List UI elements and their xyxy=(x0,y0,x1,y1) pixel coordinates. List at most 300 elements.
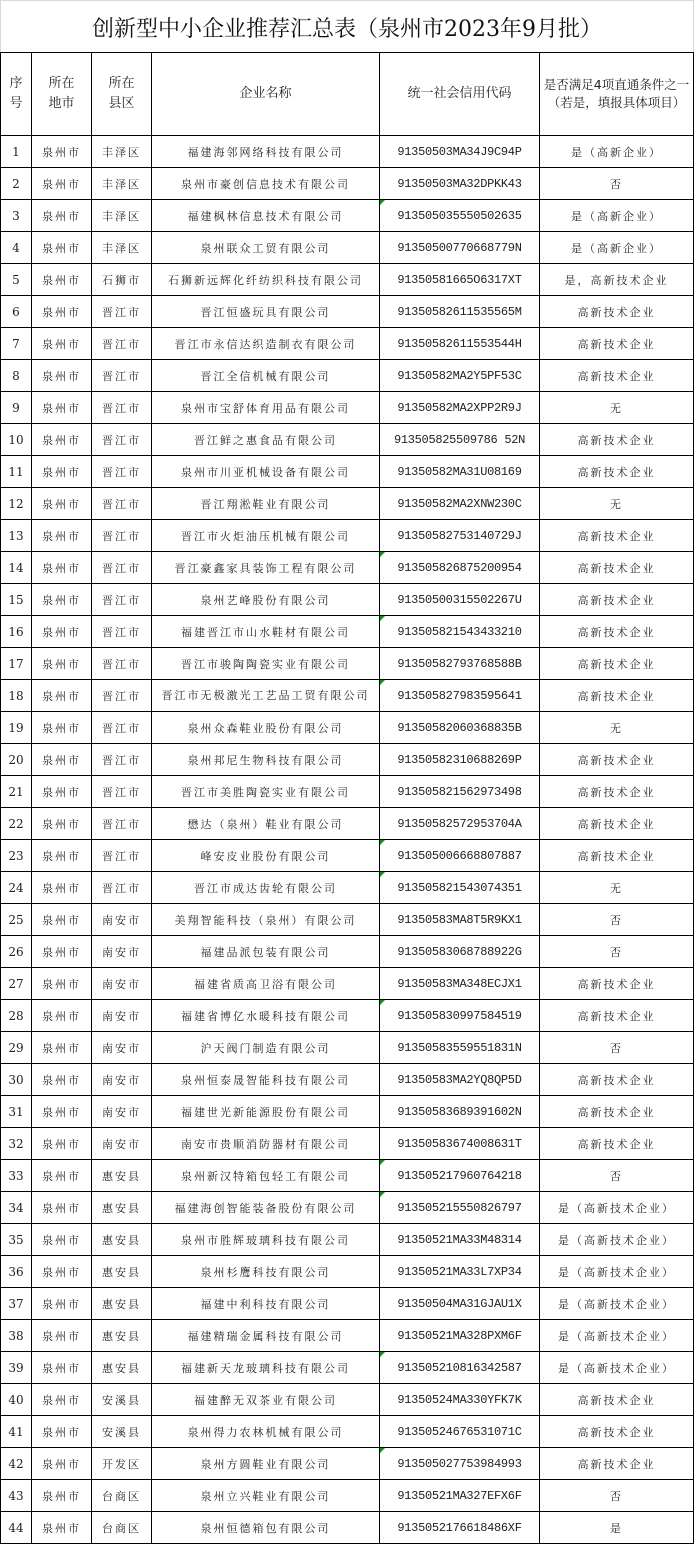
status-cell[interactable]: 是 xyxy=(540,1512,694,1544)
district-cell[interactable]: 南安市 xyxy=(92,1032,152,1064)
row-index-cell[interactable]: 34 xyxy=(1,1192,32,1224)
city-cell[interactable]: 泉州市 xyxy=(32,1160,92,1192)
row-index-cell[interactable]: 10 xyxy=(1,424,32,456)
district-cell[interactable]: 南安市 xyxy=(92,968,152,1000)
city-cell[interactable]: 泉州市 xyxy=(32,648,92,680)
comment-marker-icon xyxy=(380,1192,385,1197)
city-cell[interactable]: 泉州市 xyxy=(32,328,92,360)
status-cell[interactable]: 高新技术企业 xyxy=(540,808,694,840)
company-name-cell[interactable]: 福建海邻网络科技有限公司 xyxy=(152,136,380,168)
district-cell[interactable]: 晋江市 xyxy=(92,840,152,872)
district-cell[interactable]: 晋江市 xyxy=(92,296,152,328)
credit-code-cell[interactable]: 91350521MA328PXM6F xyxy=(380,1320,540,1352)
table-row xyxy=(1,552,694,584)
credit-code-cell[interactable]: 91350582611535565M xyxy=(380,296,540,328)
district-cell[interactable]: 南安市 xyxy=(92,904,152,936)
header-status xyxy=(540,53,694,136)
district-cell[interactable]: 石狮市 xyxy=(92,264,152,296)
city-cell[interactable]: 泉州市 xyxy=(32,296,92,328)
status-cell[interactable]: 高新技术企业 xyxy=(540,520,694,552)
city-cell[interactable]: 泉州市 xyxy=(32,744,92,776)
header-name xyxy=(152,53,380,136)
table-row xyxy=(1,360,694,392)
city-cell[interactable]: 泉州市 xyxy=(32,264,92,296)
status-cell[interactable]: 高新技术企业 xyxy=(540,296,694,328)
row-index-cell[interactable]: 30 xyxy=(1,1064,32,1096)
table-row xyxy=(1,648,694,680)
credit-code-cell[interactable]: 913505830997584519 xyxy=(380,1000,540,1032)
district-cell[interactable]: 晋江市 xyxy=(92,552,152,584)
credit-code-cell[interactable]: 913505217960764218 xyxy=(380,1160,540,1192)
row-index-cell[interactable]: 22 xyxy=(1,808,32,840)
credit-code-cell[interactable]: 91350500770668779N xyxy=(380,232,540,264)
status-cell[interactable]: 高新技术企业 xyxy=(540,616,694,648)
city-cell[interactable]: 泉州市 xyxy=(32,200,92,232)
row-index-cell[interactable]: 41 xyxy=(1,1416,32,1448)
table-row xyxy=(1,424,694,456)
district-cell[interactable]: 晋江市 xyxy=(92,584,152,616)
status-cell[interactable]: 是（高新技术企业） xyxy=(540,1352,694,1384)
credit-code-cell[interactable]: 91350503MA32DPKK43 xyxy=(380,168,540,200)
city-cell[interactable]: 泉州市 xyxy=(32,1096,92,1128)
credit-code-cell[interactable]: 91350503MA34J9C94P xyxy=(380,136,540,168)
row-index-cell[interactable]: 18 xyxy=(1,680,32,712)
row-index-cell[interactable]: 23 xyxy=(1,840,32,872)
company-name-cell[interactable]: 泉州方圆鞋业有限公司 xyxy=(152,1448,380,1480)
status-cell[interactable]: 高新技术企业 xyxy=(540,1096,694,1128)
city-cell[interactable]: 泉州市 xyxy=(32,424,92,456)
city-cell[interactable]: 泉州市 xyxy=(32,1480,92,1512)
company-name-cell[interactable]: 福建省博亿水暖科技有限公司 xyxy=(152,1000,380,1032)
credit-code-cell[interactable]: 913505826875200954 xyxy=(380,552,540,584)
district-cell[interactable]: 惠安县 xyxy=(92,1288,152,1320)
row-index-cell[interactable]: 2 xyxy=(1,168,32,200)
company-name-cell[interactable]: 泉州恒泰晟智能科技有限公司 xyxy=(152,1064,380,1096)
table-row xyxy=(1,168,694,200)
row-index-cell[interactable]: 13 xyxy=(1,520,32,552)
credit-code-cell[interactable]: 91350500315502267U xyxy=(380,584,540,616)
row-index-cell[interactable]: 32 xyxy=(1,1128,32,1160)
company-name-cell[interactable]: 福建品派包装有限公司 xyxy=(152,936,380,968)
status-cell[interactable]: 高新技术企业 xyxy=(540,968,694,1000)
company-name-cell[interactable]: 晋江市美胜陶瓷实业有限公司 xyxy=(152,776,380,808)
district-cell[interactable]: 丰泽区 xyxy=(92,168,152,200)
company-name-cell[interactable]: 福建晋江市山水鞋材有限公司 xyxy=(152,616,380,648)
company-name-cell[interactable]: 泉州得力农林机械有限公司 xyxy=(152,1416,380,1448)
district-cell[interactable]: 台商区 xyxy=(92,1512,152,1544)
status-cell[interactable]: 是（高新技术企业） xyxy=(540,1256,694,1288)
row-index-cell[interactable]: 31 xyxy=(1,1096,32,1128)
district-cell[interactable]: 晋江市 xyxy=(92,456,152,488)
city-cell[interactable]: 泉州市 xyxy=(32,968,92,1000)
comment-marker-icon xyxy=(380,680,385,685)
district-cell[interactable]: 安溪县 xyxy=(92,1416,152,1448)
status-cell[interactable]: 高新技术企业 xyxy=(540,776,694,808)
city-cell[interactable]: 泉州市 xyxy=(32,616,92,648)
city-cell[interactable]: 泉州市 xyxy=(32,872,92,904)
company-name-cell[interactable]: 福建精瑞金属科技有限公司 xyxy=(152,1320,380,1352)
status-cell[interactable]: 高新技术企业 xyxy=(540,744,694,776)
credit-code-cell[interactable]: 913505821543074351 xyxy=(380,872,540,904)
company-name-cell[interactable]: 泉州杉鹰科技有限公司 xyxy=(152,1256,380,1288)
table-row xyxy=(1,136,694,168)
credit-code-cell[interactable]: 913505827983595641 xyxy=(380,680,540,712)
company-name-cell[interactable]: 福建醉无双茶业有限公司 xyxy=(152,1384,380,1416)
company-name-cell[interactable]: 福建新天龙玻璃科技有限公司 xyxy=(152,1352,380,1384)
credit-code-cell[interactable]: 91350524MA330YFK7K xyxy=(380,1384,540,1416)
company-name-cell[interactable]: 晋江市永信达织造制衣有限公司 xyxy=(152,328,380,360)
row-index-cell[interactable]: 20 xyxy=(1,744,32,776)
row-index-cell[interactable]: 39 xyxy=(1,1352,32,1384)
company-name-cell[interactable]: 福建省质高卫浴有限公司 xyxy=(152,968,380,1000)
table-row xyxy=(1,872,694,904)
row-index-cell[interactable]: 16 xyxy=(1,616,32,648)
row-index-cell[interactable]: 14 xyxy=(1,552,32,584)
district-cell[interactable]: 惠安县 xyxy=(92,1256,152,1288)
district-cell[interactable]: 南安市 xyxy=(92,1096,152,1128)
district-cell[interactable]: 晋江市 xyxy=(92,808,152,840)
credit-code-cell[interactable]: 91350582793768588B xyxy=(380,648,540,680)
table-row xyxy=(1,232,694,264)
company-name-cell[interactable]: 峰安皮业股份有限公司 xyxy=(152,840,380,872)
credit-code-cell[interactable]: 91350583559551831N xyxy=(380,1032,540,1064)
credit-code-cell[interactable]: 913505821543433210 xyxy=(380,616,540,648)
credit-code-cell[interactable]: 913505035550502635 xyxy=(380,200,540,232)
row-index-cell[interactable]: 3 xyxy=(1,200,32,232)
row-index-cell[interactable]: 38 xyxy=(1,1320,32,1352)
district-cell[interactable]: 惠安县 xyxy=(92,1320,152,1352)
row-index-cell[interactable]: 36 xyxy=(1,1256,32,1288)
district-cell[interactable]: 丰泽区 xyxy=(92,200,152,232)
status-cell[interactable]: 是（高新企业） xyxy=(540,232,694,264)
table-row xyxy=(1,520,694,552)
status-cell[interactable]: 无 xyxy=(540,392,694,424)
district-cell[interactable]: 丰泽区 xyxy=(92,136,152,168)
company-name-cell[interactable]: 泉州邦尼生物科技有限公司 xyxy=(152,744,380,776)
row-index-cell[interactable]: 8 xyxy=(1,360,32,392)
district-cell[interactable]: 晋江市 xyxy=(92,680,152,712)
credit-code-cell[interactable]: 91350582753140729J xyxy=(380,520,540,552)
company-name-cell[interactable]: 石狮新远辉化纤纺织科技有限公司 xyxy=(152,264,380,296)
district-cell[interactable]: 安溪县 xyxy=(92,1384,152,1416)
company-name-cell[interactable]: 晋江豪鑫家具装饰工程有限公司 xyxy=(152,552,380,584)
table-row xyxy=(1,968,694,1000)
row-index-cell[interactable]: 40 xyxy=(1,1384,32,1416)
credit-code-cell[interactable]: 913505210816342587 xyxy=(380,1352,540,1384)
city-cell[interactable]: 泉州市 xyxy=(32,1416,92,1448)
status-cell[interactable]: 高新技术企业 xyxy=(540,680,694,712)
table-row xyxy=(1,1256,694,1288)
company-name-cell[interactable]: 泉州市胜辉玻璃科技有限公司 xyxy=(152,1224,380,1256)
city-cell[interactable]: 泉州市 xyxy=(32,232,92,264)
company-name-cell[interactable]: 晋江市火炬油压机械有限公司 xyxy=(152,520,380,552)
status-cell[interactable]: 高新技术企业 xyxy=(540,1000,694,1032)
row-index-cell[interactable]: 35 xyxy=(1,1224,32,1256)
status-cell[interactable]: 是（高新技术企业） xyxy=(540,1320,694,1352)
company-name-cell[interactable]: 泉州众森鞋业股份有限公司 xyxy=(152,712,380,744)
company-name-cell[interactable]: 晋江翔淞鞋业有限公司 xyxy=(152,488,380,520)
company-name-cell[interactable]: 沪天阀门制造有限公司 xyxy=(152,1032,380,1064)
status-cell[interactable]: 高新技术企业 xyxy=(540,1128,694,1160)
company-name-cell[interactable]: 泉州恒德箱包有限公司 xyxy=(152,1512,380,1544)
company-name-cell[interactable]: 晋江全信机械有限公司 xyxy=(152,360,380,392)
city-cell[interactable]: 泉州市 xyxy=(32,840,92,872)
row-index-cell[interactable]: 25 xyxy=(1,904,32,936)
city-cell[interactable]: 泉州市 xyxy=(32,680,92,712)
district-cell[interactable]: 晋江市 xyxy=(92,424,152,456)
city-cell[interactable]: 泉州市 xyxy=(32,488,92,520)
city-cell[interactable]: 泉州市 xyxy=(32,1512,92,1544)
row-index-cell[interactable]: 19 xyxy=(1,712,32,744)
district-cell[interactable]: 南安市 xyxy=(92,936,152,968)
company-name-cell[interactable]: 美翔智能科技（泉州）有限公司 xyxy=(152,904,380,936)
table-row xyxy=(1,328,694,360)
city-cell[interactable]: 泉州市 xyxy=(32,392,92,424)
status-cell[interactable]: 高新技术企业 xyxy=(540,1416,694,1448)
credit-code-cell[interactable]: 91350583689391602N xyxy=(380,1096,540,1128)
district-cell[interactable]: 晋江市 xyxy=(92,648,152,680)
status-cell[interactable]: 否 xyxy=(540,168,694,200)
row-index-cell[interactable]: 44 xyxy=(1,1512,32,1544)
district-cell[interactable]: 台商区 xyxy=(92,1480,152,1512)
sheet-title: 创新型中小企业推荐汇总表（泉州市2023年9月批） xyxy=(0,0,694,53)
company-name-cell[interactable]: 晋江恒盛玩具有限公司 xyxy=(152,296,380,328)
city-cell[interactable]: 泉州市 xyxy=(32,1192,92,1224)
district-cell[interactable]: 晋江市 xyxy=(92,616,152,648)
company-name-cell[interactable]: 福建海创智能装备股份有限公司 xyxy=(152,1192,380,1224)
credit-code-cell[interactable]: 91350583MA2YQ8QP5D xyxy=(380,1064,540,1096)
row-index-cell[interactable]: 26 xyxy=(1,936,32,968)
city-cell[interactable]: 泉州市 xyxy=(32,1032,92,1064)
city-cell[interactable]: 泉州市 xyxy=(32,1288,92,1320)
city-cell[interactable]: 泉州市 xyxy=(32,168,92,200)
status-cell[interactable]: 无 xyxy=(540,488,694,520)
district-cell[interactable]: 南安市 xyxy=(92,1000,152,1032)
company-name-cell[interactable]: 泉州立兴鞋业有限公司 xyxy=(152,1480,380,1512)
row-index-cell[interactable]: 17 xyxy=(1,648,32,680)
table-row xyxy=(1,776,694,808)
row-index-cell[interactable]: 29 xyxy=(1,1032,32,1064)
table-row xyxy=(1,1384,694,1416)
credit-code-cell[interactable]: 913505215550826797 xyxy=(380,1192,540,1224)
credit-code-cell[interactable]: 91350583MA8T5R9KX1 xyxy=(380,904,540,936)
credit-code-cell[interactable]: 91350583068788922G xyxy=(380,936,540,968)
row-index-cell[interactable]: 24 xyxy=(1,872,32,904)
district-cell[interactable]: 开发区 xyxy=(92,1448,152,1480)
city-cell[interactable]: 泉州市 xyxy=(32,712,92,744)
city-cell[interactable]: 泉州市 xyxy=(32,1224,92,1256)
row-index-cell[interactable]: 28 xyxy=(1,1000,32,1032)
table-row xyxy=(1,1032,694,1064)
table-row xyxy=(1,840,694,872)
status-cell[interactable]: 否 xyxy=(540,1032,694,1064)
district-cell[interactable]: 晋江市 xyxy=(92,520,152,552)
comment-marker-icon xyxy=(380,1448,385,1453)
district-cell[interactable]: 惠安县 xyxy=(92,1192,152,1224)
row-index-cell[interactable]: 11 xyxy=(1,456,32,488)
row-index-cell[interactable]: 15 xyxy=(1,584,32,616)
district-cell[interactable]: 晋江市 xyxy=(92,328,152,360)
table-row xyxy=(1,1224,694,1256)
status-cell[interactable]: 高新技术企业 xyxy=(540,1448,694,1480)
table-row xyxy=(1,1416,694,1448)
status-cell[interactable]: 是（高新技术企业） xyxy=(540,1192,694,1224)
city-cell[interactable]: 泉州市 xyxy=(32,1384,92,1416)
district-cell[interactable]: 南安市 xyxy=(92,1064,152,1096)
status-cell[interactable]: 高新技术企业 xyxy=(540,360,694,392)
status-cell[interactable]: 高新技术企业 xyxy=(540,584,694,616)
company-name-cell[interactable]: 福建中利科技有限公司 xyxy=(152,1288,380,1320)
status-cell[interactable]: 否 xyxy=(540,936,694,968)
company-name-cell[interactable]: 晋江市骏陶陶瓷实业有限公司 xyxy=(152,648,380,680)
company-name-cell[interactable]: 福建世光新能源股份有限公司 xyxy=(152,1096,380,1128)
credit-code-cell[interactable]: 91350524676531071C xyxy=(380,1416,540,1448)
credit-code-cell[interactable]: 91350521MA33L7XP34 xyxy=(380,1256,540,1288)
table-row xyxy=(1,936,694,968)
status-cell[interactable]: 否 xyxy=(540,904,694,936)
credit-code-cell[interactable]: 91350583MA348ECJX1 xyxy=(380,968,540,1000)
credit-code-cell[interactable]: 91350582611553544H xyxy=(380,328,540,360)
row-index-cell[interactable]: 12 xyxy=(1,488,32,520)
status-cell[interactable]: 是（高新技术企业） xyxy=(540,1224,694,1256)
city-cell[interactable]: 泉州市 xyxy=(32,1352,92,1384)
city-cell[interactable]: 泉州市 xyxy=(32,552,92,584)
city-cell[interactable]: 泉州市 xyxy=(32,136,92,168)
company-name-cell[interactable]: 晋江市无极激光工艺品工贸有限公司 xyxy=(152,680,380,712)
status-cell[interactable]: 高新技术企业 xyxy=(540,1064,694,1096)
status-cell[interactable]: 是（高新企业） xyxy=(540,136,694,168)
row-index-cell[interactable]: 43 xyxy=(1,1480,32,1512)
status-cell[interactable]: 无 xyxy=(540,712,694,744)
company-name-cell[interactable]: 泉州新汉特箱包轻工有限公司 xyxy=(152,1160,380,1192)
district-cell[interactable]: 南安市 xyxy=(92,1128,152,1160)
table-row xyxy=(1,904,694,936)
credit-code-cell[interactable]: 913505821562973498 xyxy=(380,776,540,808)
company-name-cell[interactable]: 福建枫林信息技术有限公司 xyxy=(152,200,380,232)
city-cell[interactable]: 泉州市 xyxy=(32,1000,92,1032)
district-cell[interactable]: 惠安县 xyxy=(92,1224,152,1256)
district-cell[interactable]: 晋江市 xyxy=(92,488,152,520)
district-cell[interactable]: 惠安县 xyxy=(92,1160,152,1192)
district-cell[interactable]: 晋江市 xyxy=(92,392,152,424)
company-name-cell[interactable]: 泉州市宝舒体育用品有限公司 xyxy=(152,392,380,424)
status-cell[interactable]: 否 xyxy=(540,1160,694,1192)
credit-code-cell[interactable]: 913505825509786 52N xyxy=(380,424,540,456)
company-name-cell[interactable]: 南安市贵顺消防器材有限公司 xyxy=(152,1128,380,1160)
credit-code-cell[interactable]: 91350582060368835B xyxy=(380,712,540,744)
table-row xyxy=(1,584,694,616)
row-index-cell[interactable]: 37 xyxy=(1,1288,32,1320)
city-cell[interactable]: 泉州市 xyxy=(32,1064,92,1096)
row-index-cell[interactable]: 7 xyxy=(1,328,32,360)
credit-code-cell[interactable]: 91350521MA327EFX6F xyxy=(380,1480,540,1512)
credit-code-cell[interactable]: 91350504MA31GJAU1X xyxy=(380,1288,540,1320)
table-row xyxy=(1,1320,694,1352)
header-district-label: 所在县区 xyxy=(108,76,135,111)
status-cell[interactable]: 否 xyxy=(540,1480,694,1512)
city-cell[interactable]: 泉州市 xyxy=(32,1448,92,1480)
status-cell[interactable]: 高新技术企业 xyxy=(540,552,694,584)
table-row xyxy=(1,1096,694,1128)
status-cell[interactable]: 是，高新技术企业 xyxy=(540,264,694,296)
credit-code-cell[interactable]: 91350582MA2Y5PF53C xyxy=(380,360,540,392)
company-name-cell[interactable]: 泉州市豪创信息技术有限公司 xyxy=(152,168,380,200)
city-cell[interactable]: 泉州市 xyxy=(32,456,92,488)
credit-code-cell[interactable]: 9135052176618486XF xyxy=(380,1512,540,1544)
status-cell[interactable]: 高新技术企业 xyxy=(540,424,694,456)
table-row xyxy=(1,744,694,776)
district-cell[interactable]: 晋江市 xyxy=(92,872,152,904)
header-index-label: 序号 xyxy=(9,76,23,111)
company-name-cell[interactable]: 泉州市川亚机械设备有限公司 xyxy=(152,456,380,488)
city-cell[interactable]: 泉州市 xyxy=(32,584,92,616)
status-cell[interactable]: 高新技术企业 xyxy=(540,1384,694,1416)
city-cell[interactable]: 泉州市 xyxy=(32,936,92,968)
city-cell[interactable]: 泉州市 xyxy=(32,904,92,936)
status-cell[interactable]: 高新技术企业 xyxy=(540,456,694,488)
district-cell[interactable]: 惠安县 xyxy=(92,1352,152,1384)
table-row xyxy=(1,712,694,744)
city-cell[interactable]: 泉州市 xyxy=(32,776,92,808)
credit-code-cell[interactable]: 91350582310688269P xyxy=(380,744,540,776)
district-cell[interactable]: 晋江市 xyxy=(92,776,152,808)
city-cell[interactable]: 泉州市 xyxy=(32,1256,92,1288)
row-index-cell[interactable]: 33 xyxy=(1,1160,32,1192)
company-name-cell[interactable]: 懋达（泉州）鞋业有限公司 xyxy=(152,808,380,840)
credit-code-cell[interactable]: 91350582MA2XPP2R9J xyxy=(380,392,540,424)
district-cell[interactable]: 晋江市 xyxy=(92,744,152,776)
company-name-cell[interactable]: 泉州艺峰股份有限公司 xyxy=(152,584,380,616)
credit-code-cell[interactable]: 913505006668807887 xyxy=(380,840,540,872)
district-cell[interactable]: 晋江市 xyxy=(92,712,152,744)
row-index-cell[interactable]: 4 xyxy=(1,232,32,264)
credit-code-cell[interactable]: 91350582MA2XNW230C xyxy=(380,488,540,520)
credit-code-cell[interactable]: 91350521MA33M48314 xyxy=(380,1224,540,1256)
credit-code-cell[interactable]: 91350582MA31U08169 xyxy=(380,456,540,488)
city-cell[interactable]: 泉州市 xyxy=(32,808,92,840)
credit-code-cell[interactable]: 91350582572953704A xyxy=(380,808,540,840)
row-index-cell[interactable]: 42 xyxy=(1,1448,32,1480)
city-cell[interactable]: 泉州市 xyxy=(32,520,92,552)
company-name-cell[interactable]: 晋江市成达齿轮有限公司 xyxy=(152,872,380,904)
row-index-cell[interactable]: 6 xyxy=(1,296,32,328)
district-cell[interactable]: 晋江市 xyxy=(92,360,152,392)
city-cell[interactable]: 泉州市 xyxy=(32,1320,92,1352)
credit-code-cell[interactable]: 91350581665O6317XT xyxy=(380,264,540,296)
status-cell[interactable]: 是（高新技术企业） xyxy=(540,1288,694,1320)
status-cell[interactable]: 高新技术企业 xyxy=(540,840,694,872)
row-index-cell[interactable]: 5 xyxy=(1,264,32,296)
table-row xyxy=(1,296,694,328)
credit-code-cell[interactable]: 913505027753984993 xyxy=(380,1448,540,1480)
table-row xyxy=(1,392,694,424)
city-cell[interactable]: 泉州市 xyxy=(32,1128,92,1160)
company-name-cell[interactable]: 泉州联众工贸有限公司 xyxy=(152,232,380,264)
status-cell[interactable]: 是（高新企业） xyxy=(540,200,694,232)
row-index-cell[interactable]: 27 xyxy=(1,968,32,1000)
row-index-cell[interactable]: 1 xyxy=(1,136,32,168)
row-index-cell[interactable]: 21 xyxy=(1,776,32,808)
row-index-cell[interactable]: 9 xyxy=(1,392,32,424)
status-cell[interactable]: 高新技术企业 xyxy=(540,648,694,680)
district-cell[interactable]: 丰泽区 xyxy=(92,232,152,264)
status-cell[interactable]: 无 xyxy=(540,872,694,904)
header-district xyxy=(92,53,152,136)
credit-code-cell[interactable]: 91350583674008631T xyxy=(380,1128,540,1160)
company-name-cell[interactable]: 晋江鲜之惠食品有限公司 xyxy=(152,424,380,456)
status-cell[interactable]: 高新技术企业 xyxy=(540,328,694,360)
city-cell[interactable]: 泉州市 xyxy=(32,360,92,392)
